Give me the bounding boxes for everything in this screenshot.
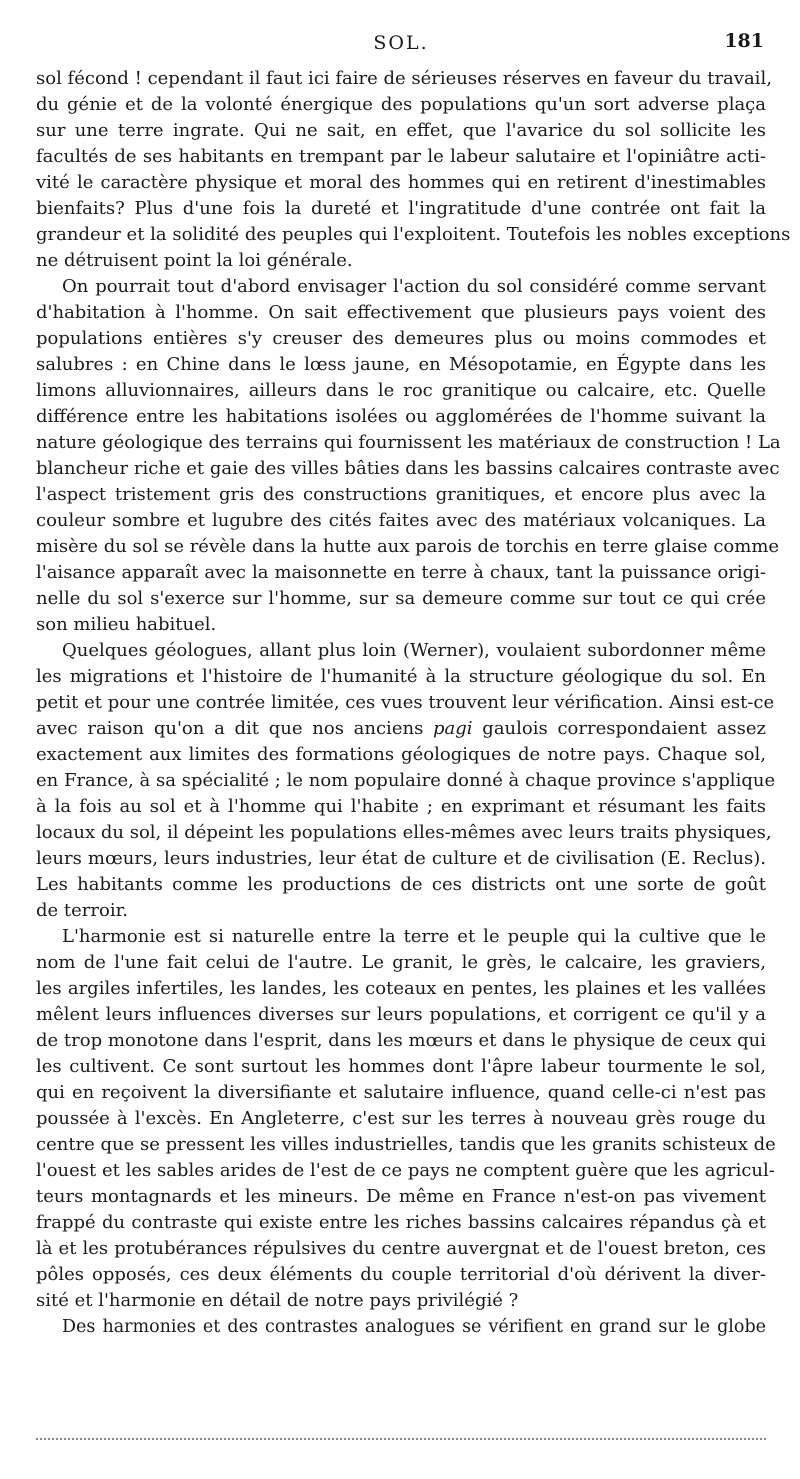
text-line: sité et l'harmonie en détail de notre pays privilégié ? — [36, 1290, 519, 1311]
text-line: teurs montagnards et les mineurs. De même en France n'est-on pas vivement — [36, 1186, 766, 1207]
text-line: misère du sol se révèle dans la hutte aux parois de torchis en terre glaise comme — [36, 536, 780, 557]
text-line: différence entre les habitations isolées ou agglomérées de l'homme suivant la — [36, 406, 766, 427]
text-line: à la fois au sol et à l'homme qui l'habite ; en exprimant et résumant les faits — [36, 796, 766, 817]
text-line: ne détruisent point la loi générale. — [36, 250, 353, 271]
text-line: d'habitation à l'homme. On sait effectivement que plusieurs pays voient des — [36, 302, 766, 323]
text-line: exactement aux limites des formations géologiques de notre pays. Chaque sol, — [36, 744, 766, 765]
text-line: qui en reçoivent la diversifiante et salutaire influence, quand celle-ci n'est pas — [36, 1082, 766, 1103]
text-line: petit et pour une contrée limitée, ces vues trouvent leur vérification. Ainsi est-ce — [36, 692, 775, 713]
text-line: vité le caractère physique et moral des hommes qui en retirent d'inestimables — [36, 172, 766, 193]
paragraph-1 — [36, 66, 791, 274]
italic-term: pagi — [433, 718, 473, 739]
paragraph-4 — [36, 924, 776, 1314]
text-line: grandeur et la solidité des peuples qui l'exploitent. Toutefois les nobles exceptions — [36, 224, 791, 245]
text-line: couleur sombre et lugubre des cités faites avec des matériaux volcaniques. La — [36, 510, 766, 531]
text-line: facultés de ses habitants en trempant par le labeur salutaire et l'opiniâtre acti- — [36, 146, 766, 167]
text-line: de trop monotone dans l'esprit, dans les mœurs et dans le physique de ceux qui — [36, 1030, 766, 1051]
text-line: pôles opposés, ces deux éléments du couple territorial d'où dérivent la diver- — [36, 1264, 766, 1285]
text-line: nelle du sol s'exerce sur l'homme, sur sa demeure comme sur tout ce qui crée — [36, 588, 766, 609]
text-line: salubres : en Chine dans le lœss jaune, en Mésopotamie, en Égypte dans les — [36, 354, 766, 375]
text-line: sur une terre ingrate. Qui ne sait, en effet, que l'avarice du sol sollicite les — [36, 120, 766, 141]
footer-rule — [36, 1438, 766, 1440]
text-line: On pourrait tout d'abord envisager l'action du sol considéré comme servant — [62, 276, 766, 297]
paragraph-5 — [36, 1314, 766, 1340]
text-line: l'aspect tristement gris des constructions granitiques, et encore plus avec la — [36, 484, 766, 505]
running-title: SOL. — [373, 32, 429, 54]
text-line: leurs mœurs, leurs industries, leur état de culture et de civilisation (E. Reclus). — [36, 848, 766, 869]
text-line: avec raison qu'on a dit que nos anciens pagi gaulois correspondaient assez — [36, 718, 766, 739]
text-line: Des harmonies et des contrastes analogues se vérifient en grand sur le globe — [62, 1317, 766, 1337]
text-line: poussée à l'excès. En Angleterre, c'est sur les terres à nouveau grès rouge du — [36, 1108, 766, 1129]
text-line: nom de l'une fait celui de l'autre. Le granit, le grès, le calcaire, les graviers, — [36, 952, 766, 973]
text-line: centre que se pressent les villes industrielles, tandis que les granits schisteux de — [36, 1134, 776, 1155]
paragraph-3 — [36, 638, 776, 924]
text-line: là et les protubérances répulsives du centre auvergnat et de l'ouest breton, ces — [36, 1238, 766, 1259]
paragraph-2 — [36, 274, 781, 638]
text-line: L'harmonie est si naturelle entre la terre et le peuple qui la cultive que le — [62, 926, 766, 947]
text-line: blancheur riche et gaie des villes bâties dans les bassins calcaires contraste avec — [36, 458, 780, 479]
text-line: du génie et de la volonté énergique des populations qu'un sort adverse plaça — [36, 94, 766, 115]
text-line: frappé du contraste qui existe entre les riches bassins calcaires répandus çà et — [36, 1212, 766, 1233]
text-line: les cultivent. Ce sont surtout les hommes dont l'âpre labeur tourmente le sol, — [36, 1056, 766, 1077]
text-line: en France, à sa spécialité ; le nom populaire donné à chaque province s'applique — [36, 770, 776, 791]
page-header — [36, 26, 766, 66]
text-line: limons alluvionnaires, ailleurs dans le roc granitique ou calcaire, etc. Quelle — [36, 380, 766, 401]
text-line: bienfaits? Plus d'une fois la dureté et l'ingratitude d'une contrée ont fait la — [36, 198, 766, 219]
body-text — [36, 66, 791, 1340]
text-line: l'aisance apparaît avec la maisonnette en terre à chaux, tant la puissance origi- — [36, 562, 766, 583]
text-line: les argiles infertiles, les landes, les coteaux en pentes, les plaines et les vallées — [36, 978, 766, 999]
text-line: l'ouest et les sables arides de l'est de ce pays ne comptent guère que les agricul- — [36, 1160, 775, 1181]
text-line: nature géologique des terrains qui fournissent les matériaux de construction ! La — [36, 432, 781, 453]
text-line: son milieu habituel. — [36, 614, 217, 635]
text-line: sol fécond ! cependant il faut ici faire de sérieuses réserves en faveur du travail, — [36, 68, 772, 89]
page-number: 181 — [724, 30, 764, 52]
text-line: Les habitants comme les productions de ces districts ont une sorte de goût — [36, 874, 766, 895]
text-line: populations entières s'y creuser des demeures plus ou moins commodes et — [36, 328, 766, 349]
text-line: de terroir. — [36, 900, 128, 921]
text-line: Quelques géologues, allant plus loin (Werner), voulaient subordonner même — [62, 640, 766, 661]
text-line: locaux du sol, il dépeint les populations elles-mêmes avec leurs traits physiques, — [36, 822, 772, 843]
text-line: les migrations et l'histoire de l'humanité à la structure géologique du sol. En — [36, 666, 766, 687]
document-page — [36, 26, 791, 1340]
text-line: mêlent leurs influences diverses sur leurs populations, et corrigent ce qu'il y a — [36, 1004, 766, 1025]
